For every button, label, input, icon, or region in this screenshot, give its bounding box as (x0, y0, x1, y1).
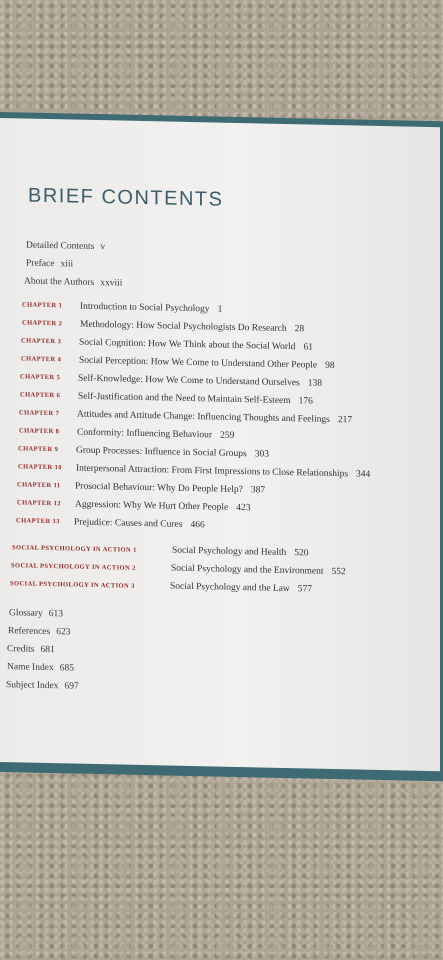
chapter-label: CHAPTER 6 (20, 391, 61, 400)
item-page: 697 (64, 681, 79, 692)
item-page: 681 (40, 644, 55, 656)
chapter-label: CHAPTER 2 (22, 319, 63, 328)
chapter-title: Self-Knowledge: How We Come to Understand Ourselves (78, 373, 300, 389)
in-action-title: Social Psychology and the Law (170, 581, 290, 595)
chapter-row (21, 354, 335, 371)
chapter-label: CHAPTER 4 (21, 355, 62, 364)
chapter-row (18, 462, 370, 479)
book-page (0, 118, 440, 771)
back-matter-item (6, 680, 79, 692)
chapter-row (20, 372, 322, 388)
chapter-title: Social Cognition: How We Think about the Social World (79, 337, 296, 353)
chapter-label: CHAPTER 11 (17, 481, 61, 490)
chapter-page: 344 (356, 469, 371, 480)
chapter-page: 1 (217, 304, 223, 315)
item-label: References (8, 626, 51, 638)
page-title: BRIEF CONTENTS (28, 184, 224, 211)
chapter-row (19, 426, 234, 441)
chapter-title: Prosocial Behaviour: Why Do People Help? (75, 481, 243, 496)
item-page: 685 (59, 663, 74, 674)
chapter-row (22, 300, 222, 314)
chapter-label: CHAPTER 9 (18, 445, 59, 454)
back-matter-item (7, 644, 55, 655)
chapter-page: 387 (250, 485, 266, 496)
in-action-page: 552 (331, 566, 346, 578)
chapter-label: CHAPTER 10 (18, 463, 62, 472)
chapter-label: CHAPTER 8 (19, 427, 60, 436)
item-page: 613 (48, 609, 64, 620)
item-page: 623 (56, 627, 71, 638)
in-action-label: SOCIAL PSYCHOLOGY IN ACTION 3 (10, 580, 135, 590)
front-matter-item (26, 259, 73, 270)
chapter-row (22, 318, 304, 334)
back-matter-item (9, 608, 63, 619)
chapter-page: 98 (325, 360, 335, 372)
item-label: Name Index (7, 662, 54, 674)
item-page: v (100, 242, 106, 253)
in-action-row (10, 578, 312, 594)
chapter-page: 138 (307, 378, 322, 389)
chapter-row (17, 480, 265, 495)
chapter-title: Methodology: How Social Psychologists Do Research (80, 319, 287, 335)
in-action-title: Social Psychology and Health (172, 545, 287, 558)
chapter-title: Interpersonal Attraction: From First Impressions to Close Relationships (76, 463, 349, 480)
chapter-title: Self-Justification and the Need to Maintain Self-Esteem (78, 391, 291, 407)
in-action-label: SOCIAL PSYCHOLOGY IN ACTION 2 (11, 562, 136, 572)
chapter-page: 423 (236, 502, 251, 514)
item-label: About the Authors (24, 276, 95, 288)
chapter-title: Aggression: Why We Hurt Other People (75, 499, 229, 513)
chapter-label: CHAPTER 13 (16, 517, 60, 526)
chapter-title: Prejudice: Causes and Cures (74, 517, 183, 530)
chapter-row (18, 444, 269, 459)
front-matter-item (24, 277, 122, 289)
in-action-page: 520 (294, 548, 309, 559)
chapter-title: Conformity: Influencing Behaviour (77, 427, 213, 441)
in-action-label: SOCIAL PSYCHOLOGY IN ACTION 1 (12, 544, 137, 554)
chapter-title: Attitudes and Attitude Change: Influencing Thoughts and Feelings (77, 409, 330, 425)
item-label: Credits (7, 644, 35, 655)
chapter-row (17, 498, 250, 513)
chapter-row (21, 336, 313, 352)
item-label: Detailed Contents (26, 240, 95, 252)
in-action-row (12, 542, 309, 558)
item-label: Subject Index (6, 680, 59, 692)
back-matter-item (8, 626, 70, 637)
item-page: xiii (60, 259, 74, 270)
chapter-page: 259 (220, 430, 235, 441)
chapter-page: 176 (298, 396, 313, 407)
in-action-row (11, 560, 346, 577)
back-matter-item (7, 662, 74, 673)
chapter-page: 61 (303, 342, 313, 353)
chapter-label: CHAPTER 5 (20, 373, 61, 382)
chapter-page: 28 (294, 324, 305, 335)
chapter-label: CHAPTER 7 (19, 409, 60, 418)
chapter-label: CHAPTER 12 (17, 499, 61, 508)
chapter-page: 466 (190, 519, 205, 531)
chapter-row (16, 516, 205, 530)
chapter-title: Introduction to Social Psychology (80, 301, 210, 315)
chapter-title: Social Perception: How We Come to Understand Other People (79, 355, 318, 371)
in-action-page: 577 (297, 584, 313, 595)
chapter-page: 217 (337, 415, 353, 426)
chapter-label: CHAPTER 3 (21, 337, 62, 346)
item-label: Preface (26, 258, 55, 270)
chapter-label: CHAPTER 1 (22, 301, 63, 310)
item-label: Glossary (9, 608, 43, 619)
front-matter-item (26, 241, 105, 253)
chapter-row (19, 408, 352, 425)
item-page: xxviii (100, 278, 123, 289)
chapter-row (20, 390, 313, 406)
chapter-page: 303 (254, 449, 269, 460)
chapter-title: Group Processes: Influence in Social Groups (76, 445, 247, 460)
in-action-title: Social Psychology and the Environment (171, 563, 324, 577)
